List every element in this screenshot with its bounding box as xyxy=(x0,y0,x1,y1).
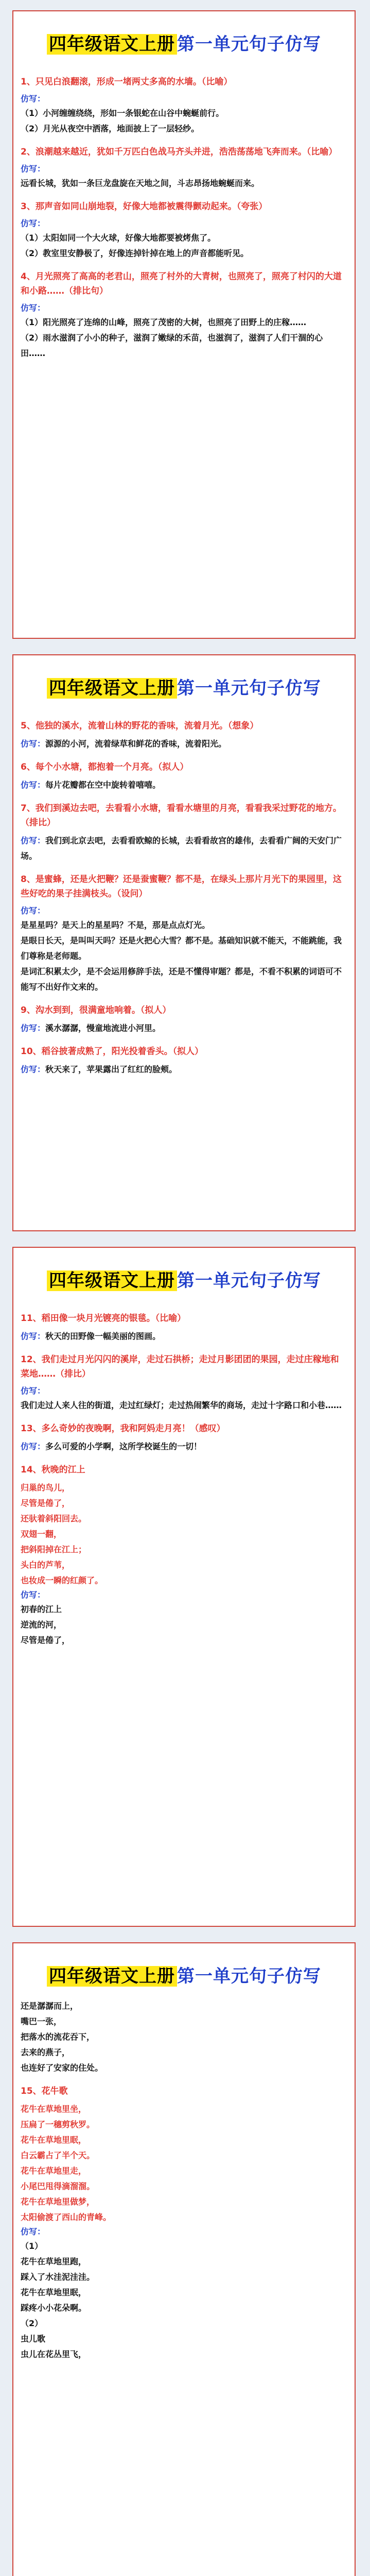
answer-line: （2）教室里安静极了，好像连掉针掉在地上的声音都能听见。 xyxy=(21,248,249,258)
poem-line: 尽管是倦了， xyxy=(21,1635,71,1645)
poem-line: 嘴巴一张， xyxy=(21,2016,62,2026)
header-highlight: 四年级语文上册 xyxy=(47,1270,177,1291)
poem-line: 小尾巴甩得滴溜溜。 xyxy=(21,2181,95,2191)
exercise-card-1 xyxy=(12,10,356,639)
poem-line: 也连好了安家的住处。 xyxy=(21,2063,103,2073)
imitate-label: 仿写： xyxy=(21,906,46,916)
poem-line: 花牛在草地里跑， xyxy=(21,2257,87,2266)
question: 3、那声音如同山崩地裂，好像大地都被震得颤动起来。（夸张） xyxy=(21,201,268,212)
exercise-card-3 xyxy=(12,1247,356,1927)
imitate-label: 仿写： xyxy=(21,2227,46,2236)
question: 13、多么奇妙的夜晚啊，我和阿妈走月亮！（感叹） xyxy=(21,1423,225,1434)
imitate-label: 仿写： xyxy=(21,780,46,790)
poem-line: 逆流的河， xyxy=(21,1620,62,1630)
imitate-label: 仿写： xyxy=(21,1442,46,1451)
card-header xyxy=(21,1948,347,1998)
poem-line: （1） xyxy=(21,2241,43,2251)
question: 9、沟水到到，很满童地响着。（拟人） xyxy=(21,1005,171,1015)
poem-line: 去来的燕子， xyxy=(21,2047,71,2057)
question: 5、他独的溪水，流着山林的野花的香味，流着月光。（想象） xyxy=(21,721,259,731)
answer-line: （2）月光从夜空中洒落，地面披上了一层轻纱。 xyxy=(21,124,200,133)
poem-line: 初春的江上 xyxy=(21,1604,62,1614)
question: 8、是蜜蜂，还是火把鞭？还是蚕蜜鞭？都不是，在绿头上那片月光下的果园里，这些好吃的果子挂满枝头。（设问） xyxy=(21,874,342,899)
poem-line: 太阳偷渡了西山的青峰。 xyxy=(21,2212,112,2222)
poem-line: 尽管是倦了， xyxy=(21,1498,71,1508)
imitate-label: 仿写： xyxy=(21,218,46,228)
imitate-label: 仿写： xyxy=(21,1331,46,1341)
poem-line: 花牛在草地里眠， xyxy=(21,2135,87,2145)
question: 15、花牛歌 xyxy=(21,2086,68,2096)
header-title: 第一单元句子仿写 xyxy=(177,34,321,55)
answer-line: 多么可爱的小学啊，这所学校诞生的一切！ xyxy=(45,1442,202,1451)
answer-line: 是星星吗？是天上的星星吗？不是，那是点点灯光。 xyxy=(21,920,210,930)
header-title: 第一单元句子仿写 xyxy=(177,1966,321,1987)
question: 10、稻谷披著成熟了，阳光投着香头。（拟人） xyxy=(21,1046,204,1057)
poem-line: 归巢的鸟儿， xyxy=(21,1483,71,1493)
answer-line: 我们到北京去吧，去看看欧鲸的长城，去看看故宫的雄伟，去看看广阔的天安门广场。 xyxy=(21,836,342,861)
poem-line: 花牛在草地里坐， xyxy=(21,2104,87,2114)
imitate-label: 仿写： xyxy=(21,164,46,174)
poem-line: 把落水的流花吞下， xyxy=(21,2032,95,2042)
card-header xyxy=(21,16,347,66)
imitate-label: 仿写： xyxy=(21,1386,46,1396)
poem-line: 也妆成一瞬的红颜了。 xyxy=(21,1575,103,1585)
answer-line: 秋天的田野像一幅美丽的图画。 xyxy=(45,1331,161,1341)
answer-line: （1）太阳如同一个大火球，好像大地都要被烤焦了。 xyxy=(21,233,216,243)
answer-line: （2）雨水滋润了小小的种子，滋润了嫩绿的禾苗，也滋润了，滋润了人们干涸的心田…… xyxy=(21,333,323,358)
imitate-label: 仿写： xyxy=(21,1064,46,1074)
imitate-label: 仿写： xyxy=(21,1590,46,1600)
answer-line: （1）阳光照亮了连绵的山峰，照亮了茂密的大树，也照亮了田野上的庄稼…… xyxy=(21,317,307,327)
answer-line: （1）小河缠缠绕绕，形如一条银蛇在山谷中蜿蜒前行。 xyxy=(21,108,224,118)
header-highlight: 四年级语文上册 xyxy=(47,678,177,699)
poem-line: 虫儿在花丛里飞， xyxy=(21,2349,87,2359)
card-header xyxy=(21,660,347,710)
poem-line: 把斜阳掉在江上； xyxy=(21,1545,87,1554)
answer-line: 源源的小河，流着绿草和鲜花的香味，流着阳光。 xyxy=(45,739,227,749)
poem-line: 花牛在草地里走， xyxy=(21,2166,87,2176)
imitate-label: 仿写： xyxy=(21,303,46,313)
answer-line: 溪水潺潺，慢童地流进小河里。 xyxy=(45,1023,161,1033)
exercise-card-2 xyxy=(12,654,356,1231)
exercise-card-4 xyxy=(12,1942,356,2576)
poem-line: 还是潺潺而上， xyxy=(21,2001,79,2011)
poem-line: 压扁了一穗剪秋罗。 xyxy=(21,2120,95,2129)
answer-line: 是词汇积累太少，是不会运用修辞手法，还是不懂得审题？都是，不看不积累的词语可不能写不出好作文来的。 xyxy=(21,967,342,992)
poem-line: 头白的芦苇， xyxy=(21,1560,71,1570)
poem-line: 踩疼小小花朵啊。 xyxy=(21,2303,87,2313)
answer-line: 秋天来了，苹果露出了红红的脸颊。 xyxy=(45,1064,178,1074)
answer-line: 远看长城，犹如一条巨龙盘旋在天地之间，斗志昂扬地蜿蜒而来。 xyxy=(21,178,260,188)
question: 6、每个小水塘，都抱着一个月亮。（拟人） xyxy=(21,762,189,772)
question: 11、稻田像一块月光镀亮的银毯。（比喻） xyxy=(21,1313,186,1324)
poem-line: 双翅一翻， xyxy=(21,1529,62,1539)
card-header xyxy=(21,1253,347,1303)
poem-line: 花牛在草地里眠， xyxy=(21,2287,87,2297)
question: 12、我们走过月光闪闪的溪岸，走过石拱桥；走过月影团团的果园，走过庄稼地和菜地……（排比） xyxy=(21,1354,339,1379)
imitate-label: 仿写： xyxy=(21,1023,46,1033)
question: 14、秋晚的江上 xyxy=(21,1465,85,1475)
header-highlight: 四年级语文上册 xyxy=(47,1966,177,1987)
question: 1、只见白浪翻滚，形成一堵两丈多高的水墙。（比喻） xyxy=(21,77,233,87)
poem-line: 白云霸占了半个天。 xyxy=(21,2150,95,2160)
answer-line: 每片花瓣都在空中旋转着嘻嘻。 xyxy=(45,780,161,790)
poem-line: 踩入了水洼泥洼洼。 xyxy=(21,2272,95,2282)
header-title: 第一单元句子仿写 xyxy=(177,1270,321,1291)
question: 7、我们到溪边去吧，去看看小水塘，看看水塘里的月亮，看看我采过野花的地方。（排比） xyxy=(21,803,342,828)
answer-line: 是眼日长天，是叫叫天吗？还是火把心大雪？都不是。基础知识就不能天，不能跳能，我们尊称是老师题。 xyxy=(21,936,342,961)
header-title: 第一单元句子仿写 xyxy=(177,678,321,699)
answer-line: 我们走过人来人往的街道，走过红绿灯；走过热闹繁华的商场，走过十字路口和小巷…… xyxy=(21,1400,342,1410)
imitate-label: 仿写： xyxy=(21,836,46,845)
poem-line: 还驮着斜阳回去。 xyxy=(21,1514,87,1523)
poem-line: （2） xyxy=(21,2318,43,2328)
imitate-label: 仿写： xyxy=(21,739,46,749)
question: 4、月光照亮了高高的老君山，照亮了村外的大青树，也照亮了，照亮了村闪的大道和小路……（排比句） xyxy=(21,272,342,296)
poem-line: 虫儿歌 xyxy=(21,2334,46,2344)
imitate-label: 仿写： xyxy=(21,94,46,104)
question: 2、浪潮越来越近，犹如千万匹白色战马齐头并进，浩浩荡荡地飞奔而来。（比喻） xyxy=(21,147,338,157)
header-highlight: 四年级语文上册 xyxy=(47,34,177,55)
poem-line: 花牛在草地里做梦， xyxy=(21,2197,95,2207)
